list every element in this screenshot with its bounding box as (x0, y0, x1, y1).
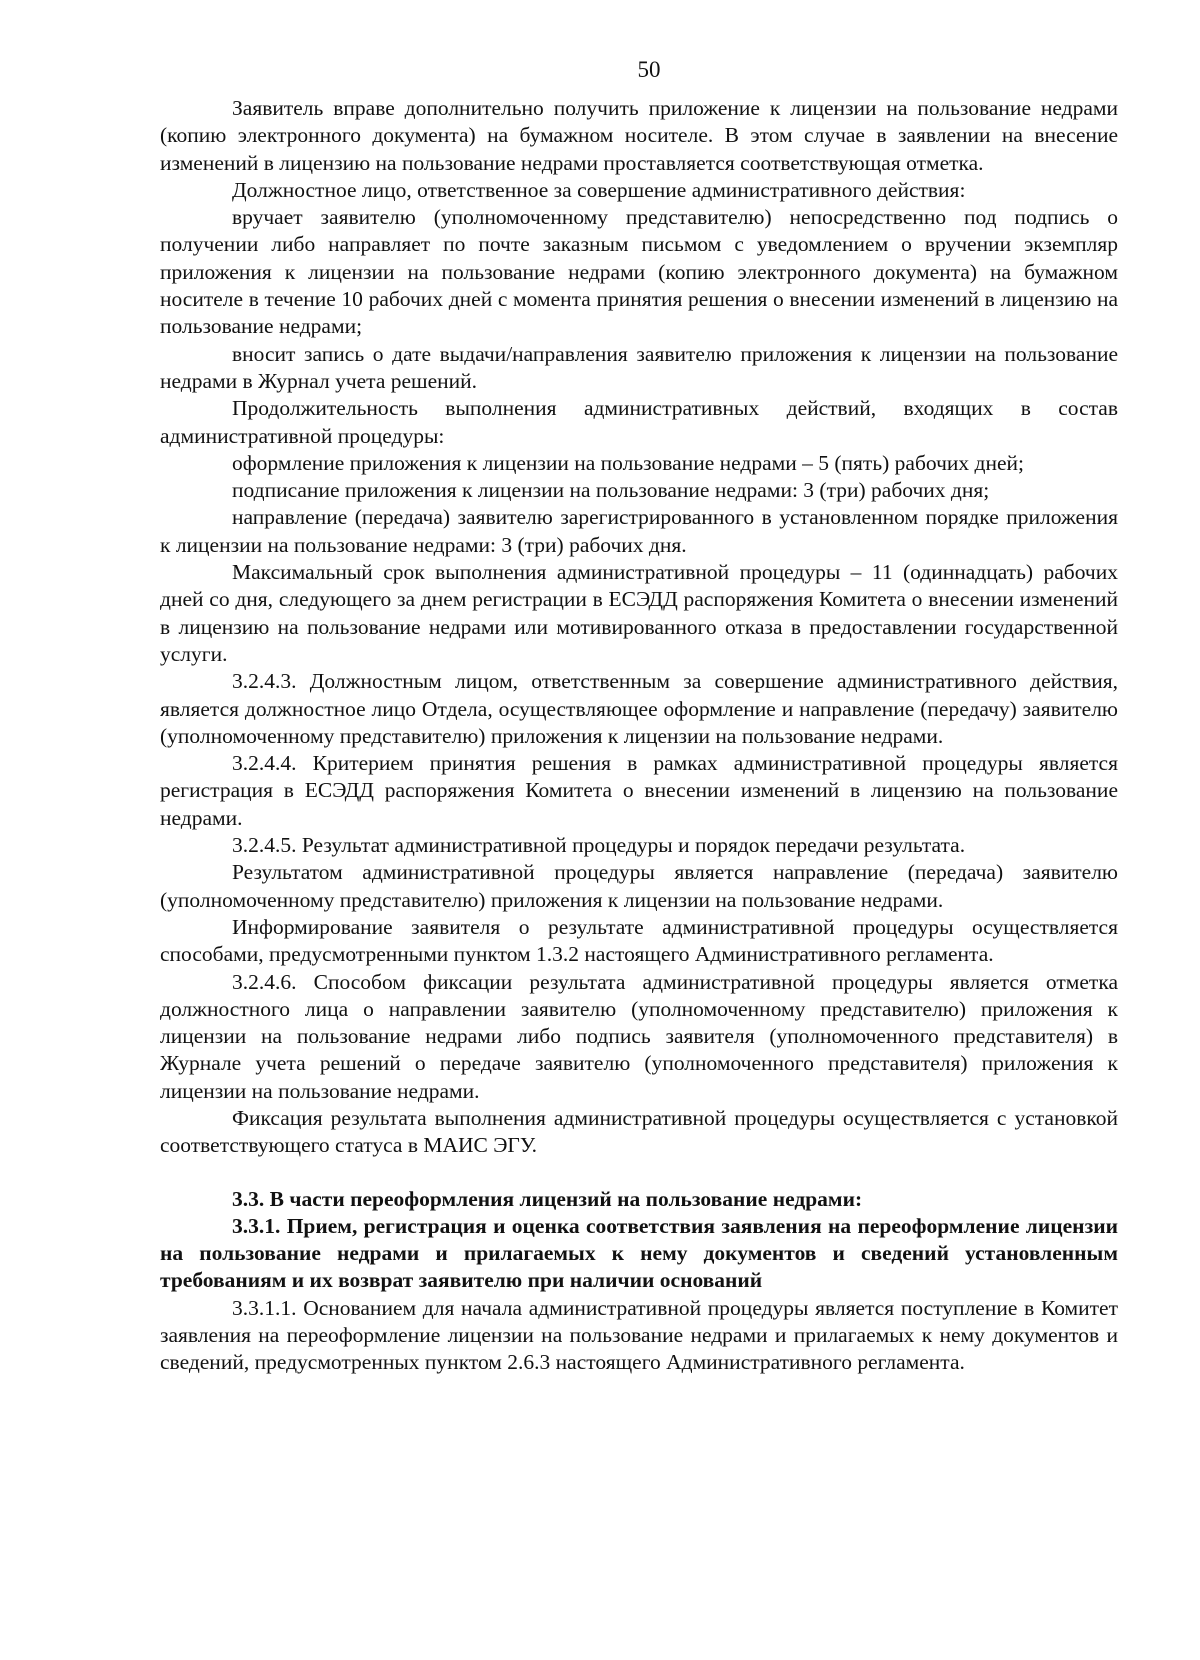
paragraph-signing-duration: подписание приложения к лицензии на пользование недрами: 3 (три) рабочих дня; (232, 478, 990, 503)
paragraph-3-2-4-3: 3.2.4.3. Должностным лицом, ответственным за совершение административного действия, является должностное лицо Отдела, осуществляющее оформление и направление (передачу) заявителю (уполномоченному представителю) приложения к лицензии на пользование недрами. (160, 669, 1118, 748)
paragraph-applicant-right: Заявитель вправе дополнительно получить приложение к лицензии на пользование недрами (копию электронного документа) на бумажном носителе. В этом случае в заявлении на внесение изменений в лицензию на пользование недрами проставляется соответствующая отметка. (160, 96, 1118, 175)
paragraph-official-duties-intro: Должностное лицо, ответственное за совершение административного действия: (232, 177, 966, 202)
paragraph-result-fixation: Фиксация результата выполнения административной процедуры осуществляется с установкой соответствующего статуса в МАИС ЭГУ. (160, 1105, 1118, 1158)
paragraph-informing-applicant: Информирование заявителя о результате административной процедуры осуществляется способами, предусмотренными пунктом 1.3.2 настоящего Административного регламента. (160, 914, 1118, 967)
paragraph-procedure-result: Результатом административной процедуры является направление (передача) заявителю (уполномоченному представителю) приложения к лицензии на пользование недрами. (160, 860, 1118, 912)
page-number: 50 (637, 57, 661, 82)
section-heading-3-3: 3.3. В части переоформления лицензий на пользование недрами: (232, 1186, 863, 1211)
section-heading-3-3-1: 3.3.1. Прием, регистрация и оценка соответствия заявления на переоформление лицензии на пользование недрами и прилагаемых к нему документов и сведений установленным требованиям и их возврат заявителю при наличии оснований (160, 1213, 1118, 1293)
section-spacer (160, 1160, 1118, 1186)
paragraph-preparation-duration: оформление приложения к лицензии на пользование недрами – 5 (пять) рабочих дней; (232, 450, 1024, 475)
paragraph-hands-over: вручает заявителю (уполномоченному представителю) непосредственно под подпись о получении либо направляет по почте заказным письмом с уведомлением о вручении экземпляр приложения к лицензии на пользование недрами (копию электронного документа) на бумажном носителе в течение 10 рабочих дней с момента принятия решения о внесении изменений в лицензию на пользование недрами; (160, 205, 1118, 339)
paragraph-maximum-term: Максимальный срок выполнения административной процедуры – 11 (одиннадцать) рабочих дней со дня, следующего за днем регистрации в ЕСЭДД распоряжения Комитета о внесении изменений в лицензию на пользование недрами или мотивированного отказа в предоставлении государственной услуги. (160, 560, 1118, 666)
paragraph-records-entry: вносит запись о дате выдачи/направления заявителю приложения к лицензии на пользование недрами в Журнал учета решений. (160, 341, 1118, 393)
paragraph-3-2-4-4: 3.2.4.4. Критерием принятия решения в рамках административной процедуры является регистрация в ЕСЭДД распоряжения Комитета о внесении изменений в лицензию на пользование недрами. (160, 751, 1118, 830)
paragraph-3-3-1-1: 3.3.1.1. Основанием для начала административной процедуры является поступление в Комитет заявления на переоформление лицензии на пользование недрами и прилагаемых к нему документов и сведений, предусмотренных пунктом 2.6.3 настоящего Административного регламента. (160, 1295, 1118, 1375)
paragraph-3-2-4-5: 3.2.4.5. Результат административной процедуры и порядок передачи результата. (232, 833, 966, 858)
paragraph-delivery-duration: направление (передача) заявителю зарегистрированного в установленном порядке приложения к лицензии на пользование недрами: 3 (три) рабочих дня. (160, 505, 1118, 557)
paragraph-duration-intro: Продолжительность выполнения административных действий, входящих в состав административной процедуры: (160, 396, 1118, 448)
document-page (160, 55, 1118, 1377)
paragraph-3-2-4-6: 3.2.4.6. Способом фиксации результата административной процедуры является отметка должностного лица о направлении заявителю (уполномоченному представителю) приложения к лицензии на пользование недрами либо подпись заявителя (уполномоченного представителя) в Журнале учета решений о передаче заявителю (уполномоченного представителя) приложения к лицензии на пользование недрами. (160, 969, 1118, 1103)
